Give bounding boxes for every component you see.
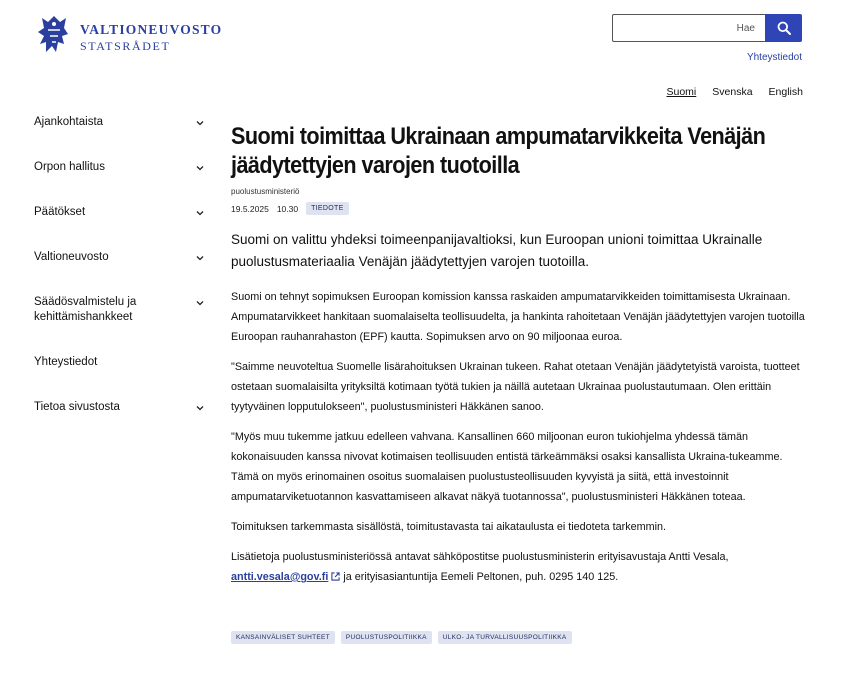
- lang-fi[interactable]: Suomi: [666, 86, 697, 98]
- logo-title-sv: STATSRÅDET: [80, 39, 171, 53]
- article-date: 19.5.2025: [231, 203, 269, 214]
- logo-title-fi: VALTIONEUVOSTO: [80, 22, 223, 37]
- sidebar-item-ajankohtaista[interactable]: [34, 108, 206, 153]
- contact-prefix: Lisätietoja puolustusministeriössä antavat sähköpostitse puolustusministerin erityisavustaja Antti Vesala,: [231, 551, 729, 563]
- chevron-down-icon[interactable]: [196, 164, 204, 172]
- sidebar-item-paatokset[interactable]: [34, 198, 206, 243]
- article-paragraph: Suomi on tehnyt sopimuksen Euroopan komission kanssa raskaiden ampumatarvikkeiden toimittamisesta Ukrainaan. Ampumatarvikkeet hankitaan suomalaiselta teollisuudelta, ja hankinta rahoitetaan Venäjän jäädytettyjen varojen tuotoilla Euroopan rauhanrahaston (EPF) kautta. Sopimuksen arvo on 90 miljoonaa euroa.: [231, 291, 805, 343]
- sidebar-item-label: Tietoa sivustosta: [34, 401, 120, 413]
- sidebar-item-valtioneuvosto[interactable]: [34, 243, 206, 288]
- topic-tag[interactable]: ULKO- JA TURVALLISUUSPOLITIIKKA: [438, 631, 572, 644]
- article-type-badge[interactable]: TIEDOTE: [306, 202, 348, 215]
- chevron-down-icon[interactable]: [196, 299, 204, 307]
- topic-tag[interactable]: KANSAINVÄLISET SUHTEET: [231, 631, 335, 644]
- sidebar-item-label: Ajankohtaista: [34, 116, 104, 128]
- sidebar-item-label: Säädösvalmistelu ja kehittämishankkeet: [34, 296, 137, 323]
- sidebar-item-yhteystiedot[interactable]: [34, 348, 206, 393]
- contact-suffix: ja erityisasiantuntija Eemeli Peltonen, puh. 0295 140 125.: [343, 571, 619, 583]
- article-contact-paragraph: [231, 547, 806, 587]
- search-button[interactable]: [765, 14, 802, 42]
- sidebar-nav: [34, 108, 206, 438]
- external-link-icon: [331, 572, 340, 581]
- article-paragraph: "Myös muu tukemme jatkuu edelleen vahvana. Kansallinen 660 miljoonan euron tukiohjelma yhdessä tämän kokonaisuuden kanssa nivovat kotimaisen teollisuuden entistä tärkeämmäksi osaksi kansallista Ukraina-tukeamme. Tämä on myös erinomainen osoitus suomalaisen puolustusteollisuuden kyvyistä ja siitä, että investoinnit ampumatarviketuotannon kasvattamiseen alkavat näkyä tuotannossa", puolustusministeri Häkkänen toteaa.: [231, 431, 783, 503]
- language-switcher: [667, 86, 804, 98]
- sidebar-item-label: Orpon hallitus: [34, 161, 105, 173]
- chevron-down-icon[interactable]: [196, 119, 204, 127]
- article: [231, 122, 806, 587]
- search-bar: [612, 14, 802, 42]
- chevron-down-icon[interactable]: [196, 209, 204, 217]
- sidebar-item-orpon-hallitus[interactable]: [34, 153, 206, 198]
- search-input[interactable]: [612, 14, 765, 42]
- sidebar-item-label: Valtioneuvosto: [34, 251, 109, 263]
- article-meta: [231, 202, 806, 215]
- contact-link[interactable]: Yhteystiedot: [746, 52, 802, 63]
- topic-tags: [231, 631, 572, 644]
- lang-en[interactable]: English: [768, 86, 803, 98]
- article-ministry: puolustusministeriö: [231, 187, 300, 196]
- lion-crest-icon: [34, 12, 74, 62]
- article-paragraph: Toimituksen tarkemmasta sisällöstä, toimitustavasta tai aikataulusta ei tiedoteta tarkemmin.: [231, 521, 667, 533]
- page-title: Suomi toimittaa Ukrainaan ampumatarvikkeita Venäjän jäädytettyjen varojen tuotoilla: [231, 123, 766, 179]
- article-lead: Suomi on valittu yhdeksi toimeenpanijavaltioksi, kun Euroopan unioni toimittaa Ukrainalle puolustusmateriaalia Venäjän jäädytettyjen varojen tuotoilla.: [231, 232, 763, 269]
- sidebar-item-tietoa-sivustosta[interactable]: [34, 393, 206, 438]
- article-time: 10.30: [276, 203, 299, 214]
- article-paragraph: "Saimme neuvoteltua Suomelle lisärahoituksen Ukrainan tukeen. Rahat otetaan Venäjän jäädytetyistä varoista, tuotteet ostetaan suomalaisilta yrityksiltä kotimaan työtä tukien ja näillä autetaan Ukrainaa puolustautumaan. Olen erittäin tyytyväinen lopputulokseen", puolustusministeri Häkkänen sanoo.: [231, 361, 800, 413]
- chevron-down-icon[interactable]: [196, 254, 204, 262]
- contact-email-link[interactable]: antti.vesala@gov.fi: [231, 571, 329, 583]
- sidebar-item-saadosvalmistelu[interactable]: [34, 288, 206, 348]
- sidebar-item-label: Päätökset: [34, 206, 86, 218]
- chevron-down-icon[interactable]: [196, 404, 204, 412]
- topic-tag[interactable]: PUOLUSTUSPOLITIIKKA: [341, 631, 432, 644]
- site-logo[interactable]: [34, 12, 222, 62]
- lang-sv[interactable]: Svenska: [712, 86, 753, 98]
- search-icon: [777, 21, 791, 35]
- sidebar-item-label: Yhteystiedot: [34, 356, 98, 368]
